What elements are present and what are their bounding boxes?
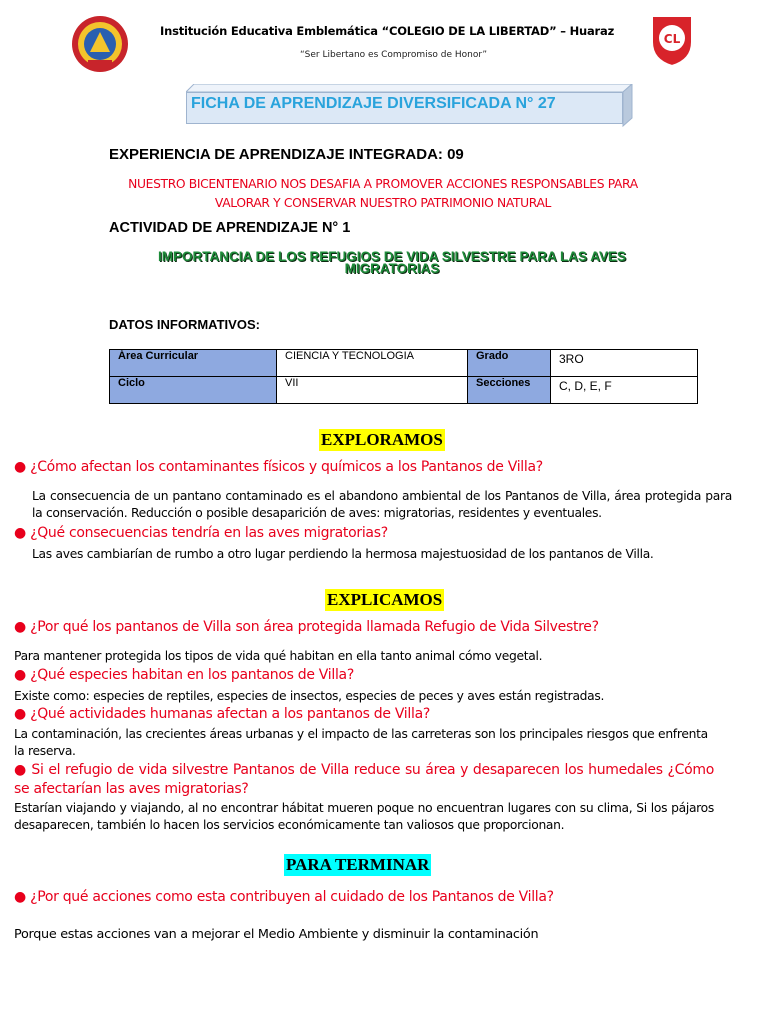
institution-title: Institución Educativa Emblemática “COLEGIO DE LA LIBERTAD” – Huaraz <box>160 24 615 38</box>
actividad-heading: ACTIVIDAD DE APRENDIZAJE N° 1 <box>109 220 351 236</box>
answer-text: Estarían viajando y viajando, al no encontrar hábitat mueren poque no encuentran lugares con su clima, Si los pájaros desaparecen, también lo hacen los servicios económicamente tan valiosos que proporcionan. <box>14 801 714 832</box>
answer-text: Existe como: especies de reptiles, especies de insectos, especies de peces y aves están registradas. <box>14 689 605 703</box>
ficha-title-box <box>186 84 636 128</box>
question-text: ● ¿Cómo afectan los contaminantes físicos y químicos a los Pantanos de Villa? <box>14 459 543 475</box>
table-cell-value: CIENCIA Y TECNOLOGIA <box>277 350 468 377</box>
answer-text: La consecuencia de un pantano contaminado es el abandono ambiental de los Pantanos de Villa, área protegida para la conservación. Reducción o posible desaparición de aves: migratorias, residentes y eventuales. <box>32 489 732 520</box>
table-cell-label: Grado <box>468 350 551 377</box>
table-cell-label: Ciclo <box>110 377 277 404</box>
section-heading-para-terminar: PARA TERMINAR <box>286 855 430 874</box>
table-row <box>110 350 698 377</box>
institution-motto: “Ser Libertano es Compromiso de Honor” <box>300 50 488 60</box>
table-cell-value: VII <box>277 377 468 404</box>
table-cell-value: 3RO <box>551 350 698 377</box>
question-text: ● ¿Por qué acciones como esta contribuyen al cuidado de los Pantanos de Villa? <box>14 889 554 905</box>
question-text: ● ¿Qué consecuencias tendría en las aves migratorias? <box>14 525 388 541</box>
section-heading-explicamos: EXPLICAMOS <box>327 590 443 609</box>
answer-text: Las aves cambiarían de rumbo a otro lugar perdiendo la hermosa majestuosidad de los pantanos de Villa. <box>32 547 654 561</box>
experiencia-line-1: NUESTRO BICENTENARIO NOS DESAFIA A PROMOVER ACCIONES RESPONSABLES PARA <box>128 177 638 191</box>
table-cell-label: Área Curricular <box>110 350 277 377</box>
question-text: ● ¿Qué especies habitan en los pantanos de Villa? <box>14 667 354 683</box>
actividad-title-line-1: IMPORTANCIA DE LOS REFUGIOS DE VIDA SILVESTRE PARA LAS AVES <box>157 249 627 264</box>
answer-text: Para mantener protegida los tipos de vida qué habitan en ella tanto animal cómo vegetal. <box>14 649 543 663</box>
ficha-title: FICHA DE APRENDIZAJE DIVERSIFICADA N° 27 <box>191 95 556 112</box>
question-text: ● ¿Por qué los pantanos de Villa son área protegida llamada Refugio de Vida Silvestre? <box>14 619 599 635</box>
datos-informativos-label: DATOS INFORMATIVOS: <box>109 317 260 332</box>
question-text: ● Si el refugio de vida silvestre Pantanos de Villa reduce su área y desaparecen los humedales ¿Cómo se afectarían las aves migratorias? <box>14 762 714 797</box>
table-cell-value: C, D, E, F <box>551 377 698 404</box>
section-heading-exploramos: EXPLORAMOS <box>321 430 443 449</box>
experiencia-heading: EXPERIENCIA DE APRENDIZAJE INTEGRADA: 09 <box>109 146 464 163</box>
answer-text: La contaminación, las crecientes áreas urbanas y el impacto de las carreteras son los principales riesgos que enfrenta la reserva. <box>14 727 708 758</box>
answer-text: Porque estas acciones van a mejorar el Medio Ambiente y disminuir la contaminación <box>14 927 539 942</box>
info-table <box>109 349 698 404</box>
table-cell-label: Secciones <box>468 377 551 404</box>
question-text: ● ¿Qué actividades humanas afectan a los pantanos de Villa? <box>14 706 430 722</box>
experiencia-line-2: VALORAR Y CONSERVAR NUESTRO PATRIMONIO NATURAL <box>214 196 552 210</box>
shield-logo-text: CL <box>663 32 681 46</box>
table-row <box>110 377 698 404</box>
shield-logo <box>648 12 696 68</box>
actividad-title-line-2: MIGRATORIAS <box>344 261 440 276</box>
school-crest-logo <box>70 14 130 74</box>
